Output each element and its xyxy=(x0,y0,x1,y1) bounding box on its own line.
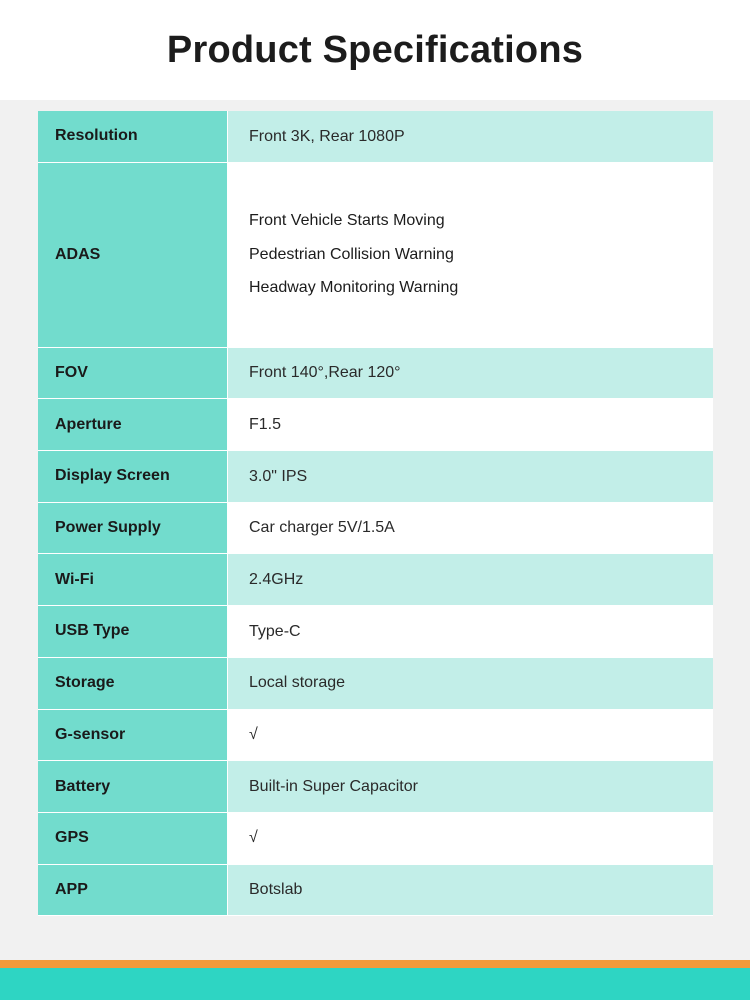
spec-value xyxy=(228,658,713,709)
spec-row xyxy=(38,348,713,400)
spec-label: APP xyxy=(38,865,228,916)
spec-value xyxy=(228,710,713,761)
spec-label: Aperture xyxy=(38,399,228,450)
spec-table xyxy=(38,111,713,916)
spec-value-line: Pedestrian Collision Warning xyxy=(249,245,454,263)
spec-value-line: F1.5 xyxy=(249,415,282,433)
spec-row xyxy=(38,503,713,555)
spec-row xyxy=(38,451,713,503)
spec-value-line: Built-in Super Capacitor xyxy=(249,777,418,795)
spec-label: G-sensor xyxy=(38,710,228,761)
spec-row xyxy=(38,606,713,658)
spec-value-line: √ xyxy=(249,829,258,847)
spec-value-line: Local storage xyxy=(249,674,346,692)
spec-row xyxy=(38,399,713,451)
spec-value xyxy=(228,348,713,399)
spec-value xyxy=(228,503,713,554)
spec-value xyxy=(228,554,713,605)
spec-value xyxy=(228,865,713,916)
spec-label: Wi-Fi xyxy=(38,554,228,605)
spec-label: FOV xyxy=(38,348,228,399)
spec-row xyxy=(38,658,713,710)
spec-label: Power Supply xyxy=(38,503,228,554)
spec-value xyxy=(228,163,713,347)
spec-value-line: 3.0" IPS xyxy=(249,467,308,485)
spec-label: Resolution xyxy=(38,111,228,162)
spec-row xyxy=(38,710,713,762)
spec-label: GPS xyxy=(38,813,228,864)
spec-label: USB Type xyxy=(38,606,228,657)
spec-label: Storage xyxy=(38,658,228,709)
spec-value-line: Front 3K, Rear 1080P xyxy=(249,127,405,145)
spec-value xyxy=(228,813,713,864)
spec-value-line: Car charger 5V/1.5A xyxy=(249,519,395,537)
spec-value-line: Front Vehicle Starts Moving xyxy=(249,212,445,230)
spec-label: ADAS xyxy=(38,163,228,347)
spec-row xyxy=(38,761,713,813)
page-title: Product Specifications xyxy=(166,28,584,71)
spec-value-line: Headway Monitoring Warning xyxy=(249,279,459,297)
spec-row xyxy=(38,865,713,917)
spec-value xyxy=(228,451,713,502)
footer-orange-stripe xyxy=(0,960,750,968)
spec-row xyxy=(38,813,713,865)
spec-value xyxy=(228,761,713,812)
spec-label: Battery xyxy=(38,761,228,812)
spec-value-line: Front 140°,Rear 120° xyxy=(249,364,401,382)
footer-teal-band xyxy=(0,968,750,1000)
spec-value-line: 2.4GHz xyxy=(249,571,304,589)
spec-value-line: Botslab xyxy=(249,881,303,899)
spec-row xyxy=(38,163,713,348)
spec-value xyxy=(228,111,713,162)
spec-value xyxy=(228,399,713,450)
spec-value-line: √ xyxy=(249,726,258,744)
spec-value xyxy=(228,606,713,657)
spec-label: Display Screen xyxy=(38,451,228,502)
spec-value-line: Type-C xyxy=(249,622,301,640)
spec-row xyxy=(38,111,713,163)
spec-row xyxy=(38,554,713,606)
header xyxy=(0,0,750,100)
